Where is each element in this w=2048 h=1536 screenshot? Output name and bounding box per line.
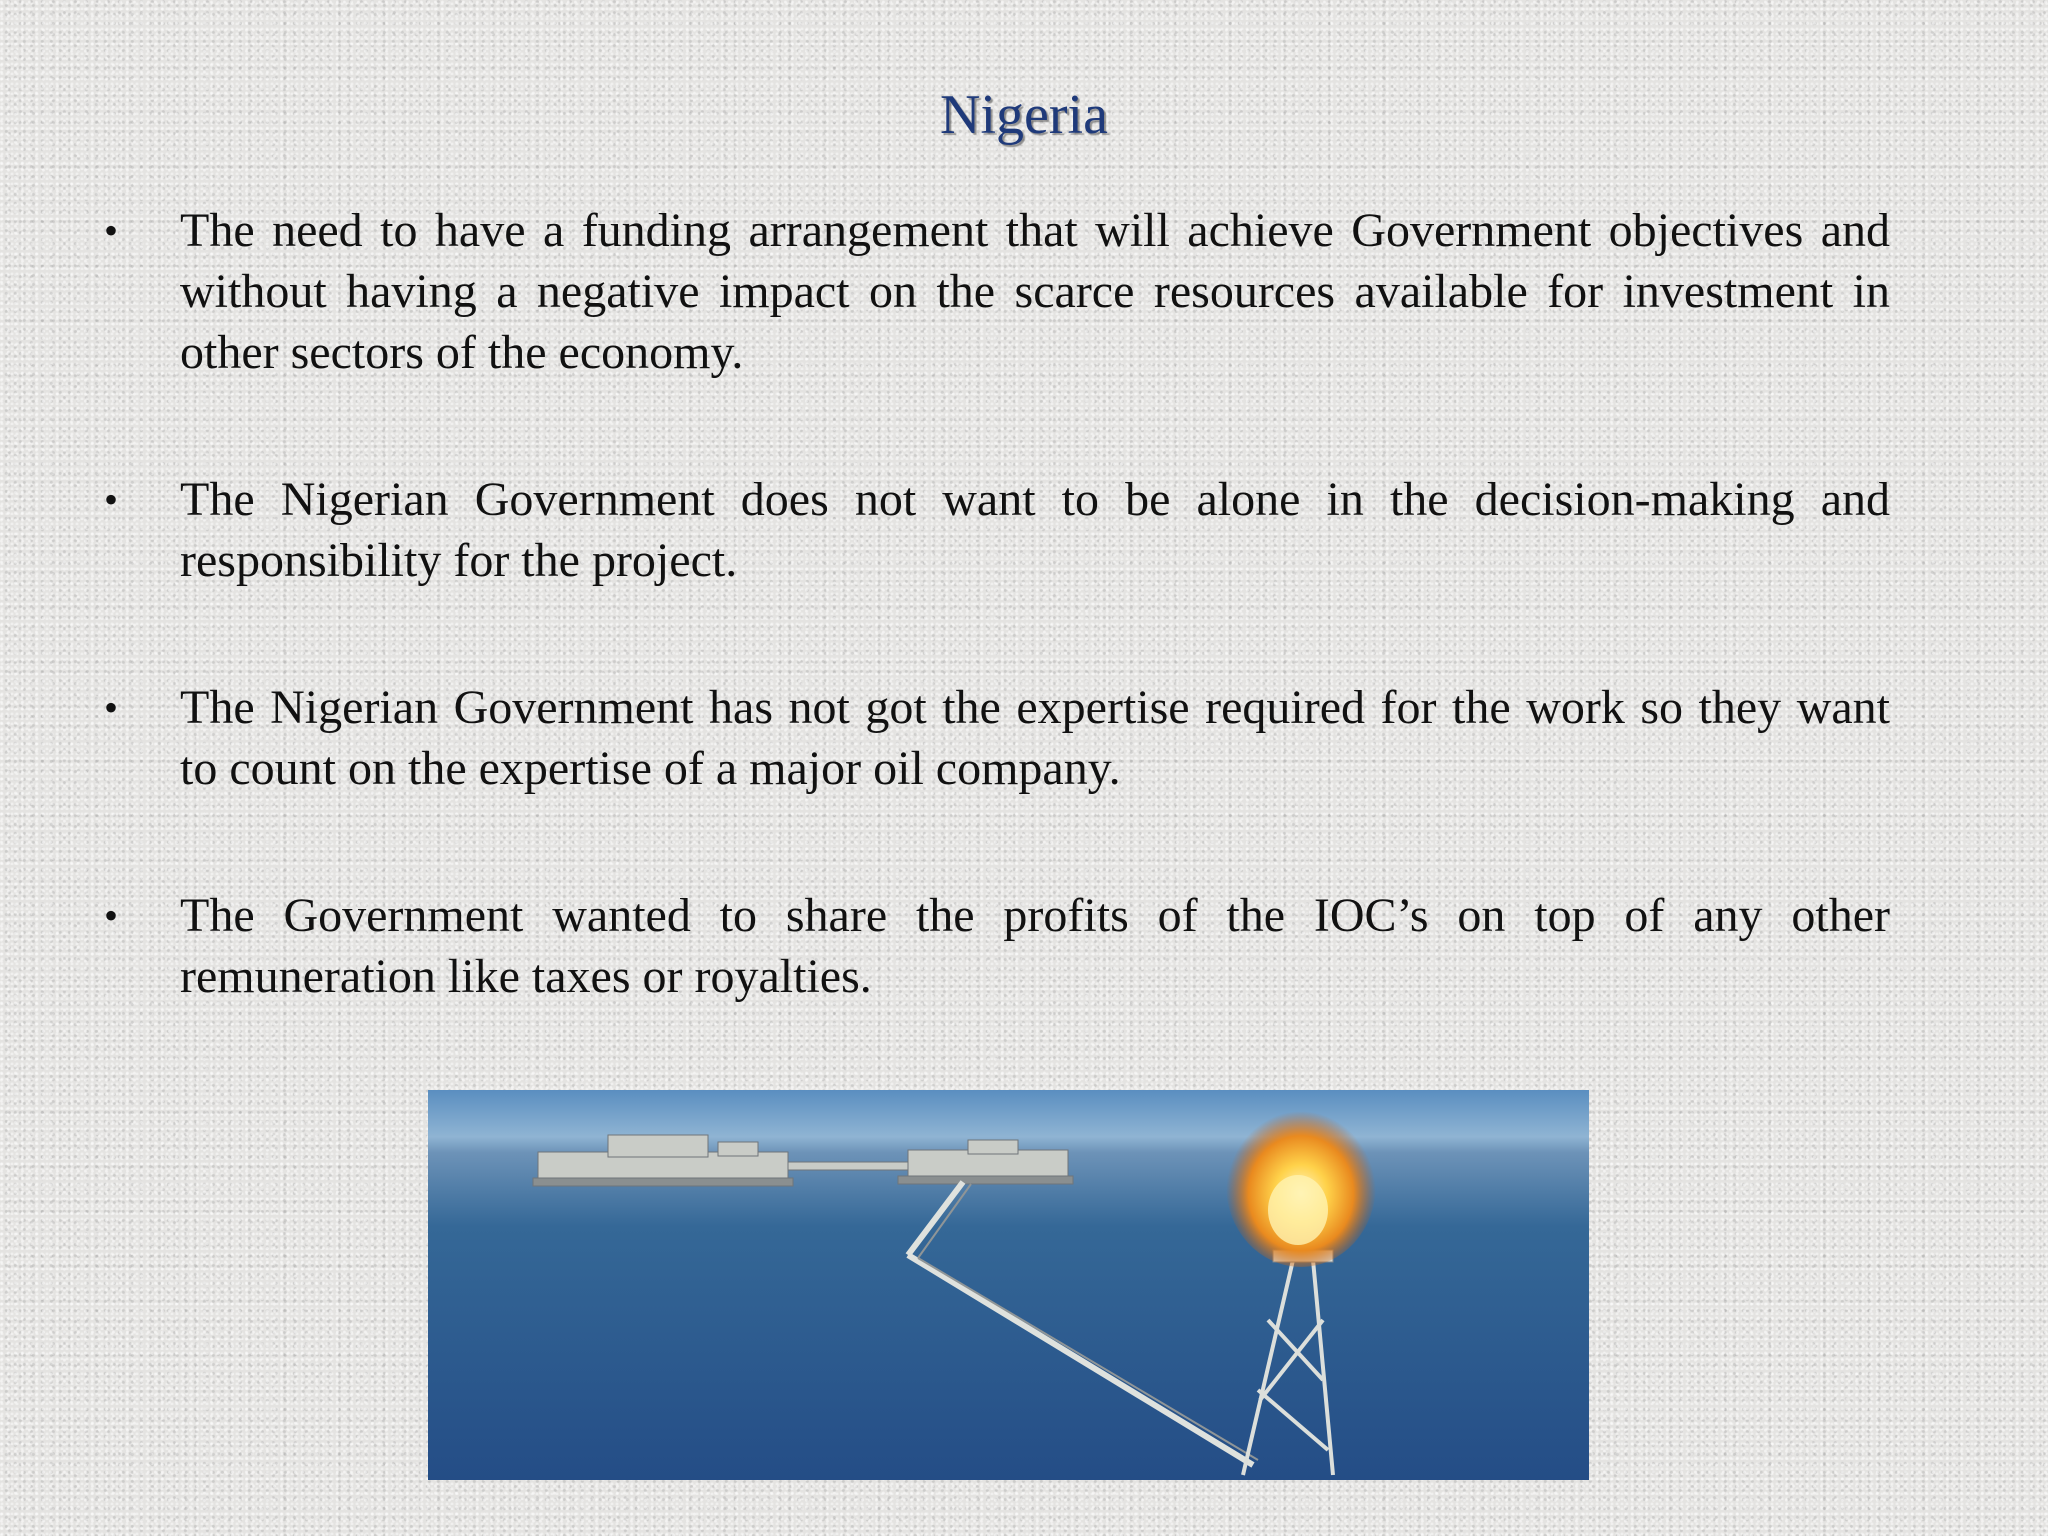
bullet-text: The Government wanted to share the profits of the IOC’s on top of any other remuneration like taxes or royalties. xyxy=(180,889,1890,1003)
bullet-icon: • xyxy=(104,685,119,730)
bullet-icon: • xyxy=(104,893,119,938)
bullet-item xyxy=(100,469,1890,591)
bullet-icon: • xyxy=(104,477,119,522)
bullet-item xyxy=(100,677,1890,799)
bullet-text: The Nigerian Government has not got the expertise required for the work so they want to count on the expertise of a major oil company. xyxy=(180,681,1890,795)
bullet-icon: • xyxy=(104,208,119,253)
bullet-item xyxy=(100,885,1890,1007)
bullet-item xyxy=(100,200,1890,383)
slide-title: Nigeria xyxy=(940,84,1108,146)
bullet-text: The need to have a funding arrangement that will achieve Government objectives and without having a negative impact on the scarce resources available for investment in other sectors of the economy. xyxy=(180,204,1890,379)
bullet-text: The Nigerian Government does not want to be alone in the decision-making and responsibility for the project. xyxy=(180,473,1890,587)
offshore-platform-image xyxy=(428,1090,1589,1480)
bullet-list xyxy=(100,200,1890,1007)
